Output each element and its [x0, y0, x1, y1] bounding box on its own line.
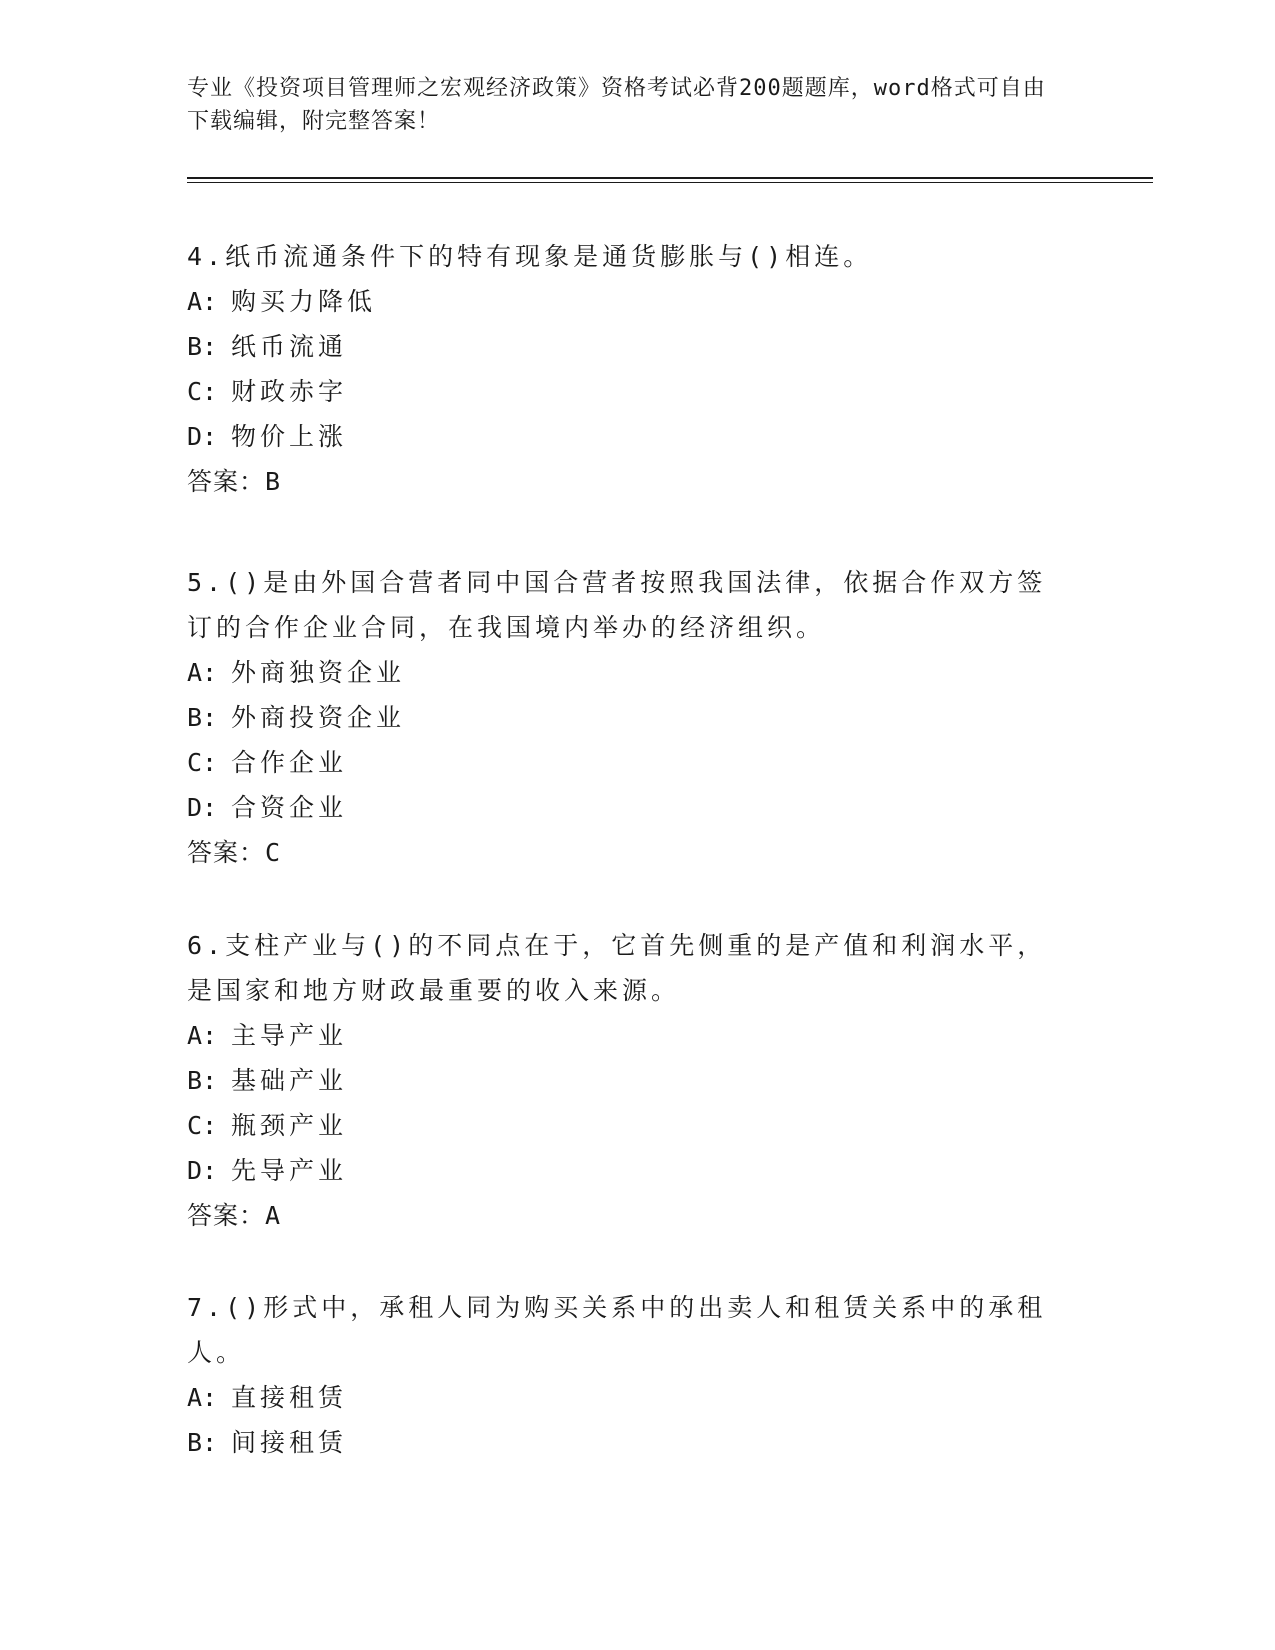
answer-line: 答案：A: [187, 1201, 282, 1230]
question-6: [187, 923, 1067, 1239]
option-text: 瓶颈产业: [231, 1111, 348, 1140]
header-divider-thick: [187, 177, 1153, 179]
option-key: B:: [187, 1066, 218, 1095]
option-text: 合资企业: [231, 793, 348, 822]
option-key: D:: [187, 793, 218, 822]
option-key: A:: [187, 1383, 218, 1412]
option-text: 物价上涨: [231, 422, 348, 451]
option-key: A:: [187, 658, 218, 687]
option-d: [187, 1148, 1067, 1193]
question-7: [187, 1285, 1067, 1465]
option-c: [187, 369, 1067, 414]
option-text: 间接租赁: [231, 1428, 348, 1457]
answer-line: 答案：C: [187, 838, 282, 867]
answer-line: 答案：B: [187, 467, 282, 496]
option-key: C:: [187, 748, 218, 777]
option-key: D:: [187, 1156, 218, 1185]
question-stem: 5.()是由外国合营者同中国合营者按照我国法律，依据合作双方签订的合作企业合同，在我国境内举办的经济组织。: [187, 568, 1047, 642]
option-a: [187, 650, 1067, 695]
option-b: [187, 324, 1067, 369]
option-c: [187, 1103, 1067, 1148]
option-text: 外商投资企业: [231, 703, 406, 732]
question-5: [187, 560, 1067, 876]
option-text: 直接租赁: [231, 1383, 348, 1412]
option-text: 主导产业: [231, 1021, 348, 1050]
option-text: 基础产业: [231, 1066, 348, 1095]
option-d: [187, 785, 1067, 830]
option-key: A:: [187, 287, 218, 316]
question-stem: 7.()形式中，承租人同为购买关系中的出卖人和租赁关系中的承租人。: [187, 1293, 1047, 1367]
option-text: 财政赤字: [231, 377, 348, 406]
question-4: [187, 234, 1067, 505]
option-b: [187, 695, 1067, 740]
option-a: [187, 279, 1067, 324]
option-text: 外商独资企业: [231, 658, 406, 687]
option-key: A:: [187, 1021, 218, 1050]
option-text: 购买力降低: [231, 287, 377, 316]
header-divider-thin: [187, 182, 1153, 183]
option-key: B:: [187, 1428, 218, 1457]
option-a: [187, 1013, 1067, 1058]
option-text: 合作企业: [231, 748, 348, 777]
option-text: 纸币流通: [231, 332, 348, 361]
option-key: C:: [187, 377, 218, 406]
option-c: [187, 740, 1067, 785]
question-stem: 6.支柱产业与()的不同点在于，它首先侧重的是产值和利润水平，是国家和地方财政最重要的收入来源。: [187, 931, 1047, 1005]
option-text: 先导产业: [231, 1156, 348, 1185]
document-header: 专业《投资项目管理师之宏观经济政策》资格考试必背200题题库，word格式可自由下载编辑，附完整答案！: [187, 76, 1046, 134]
option-key: B:: [187, 703, 218, 732]
option-b: [187, 1420, 1067, 1465]
option-b: [187, 1058, 1067, 1103]
option-a: [187, 1375, 1067, 1420]
question-stem: 4.纸币流通条件下的特有现象是通货膨胀与()相连。: [187, 242, 873, 271]
option-key: D:: [187, 422, 218, 451]
option-d: [187, 414, 1067, 459]
option-key: B:: [187, 332, 218, 361]
option-key: C:: [187, 1111, 218, 1140]
